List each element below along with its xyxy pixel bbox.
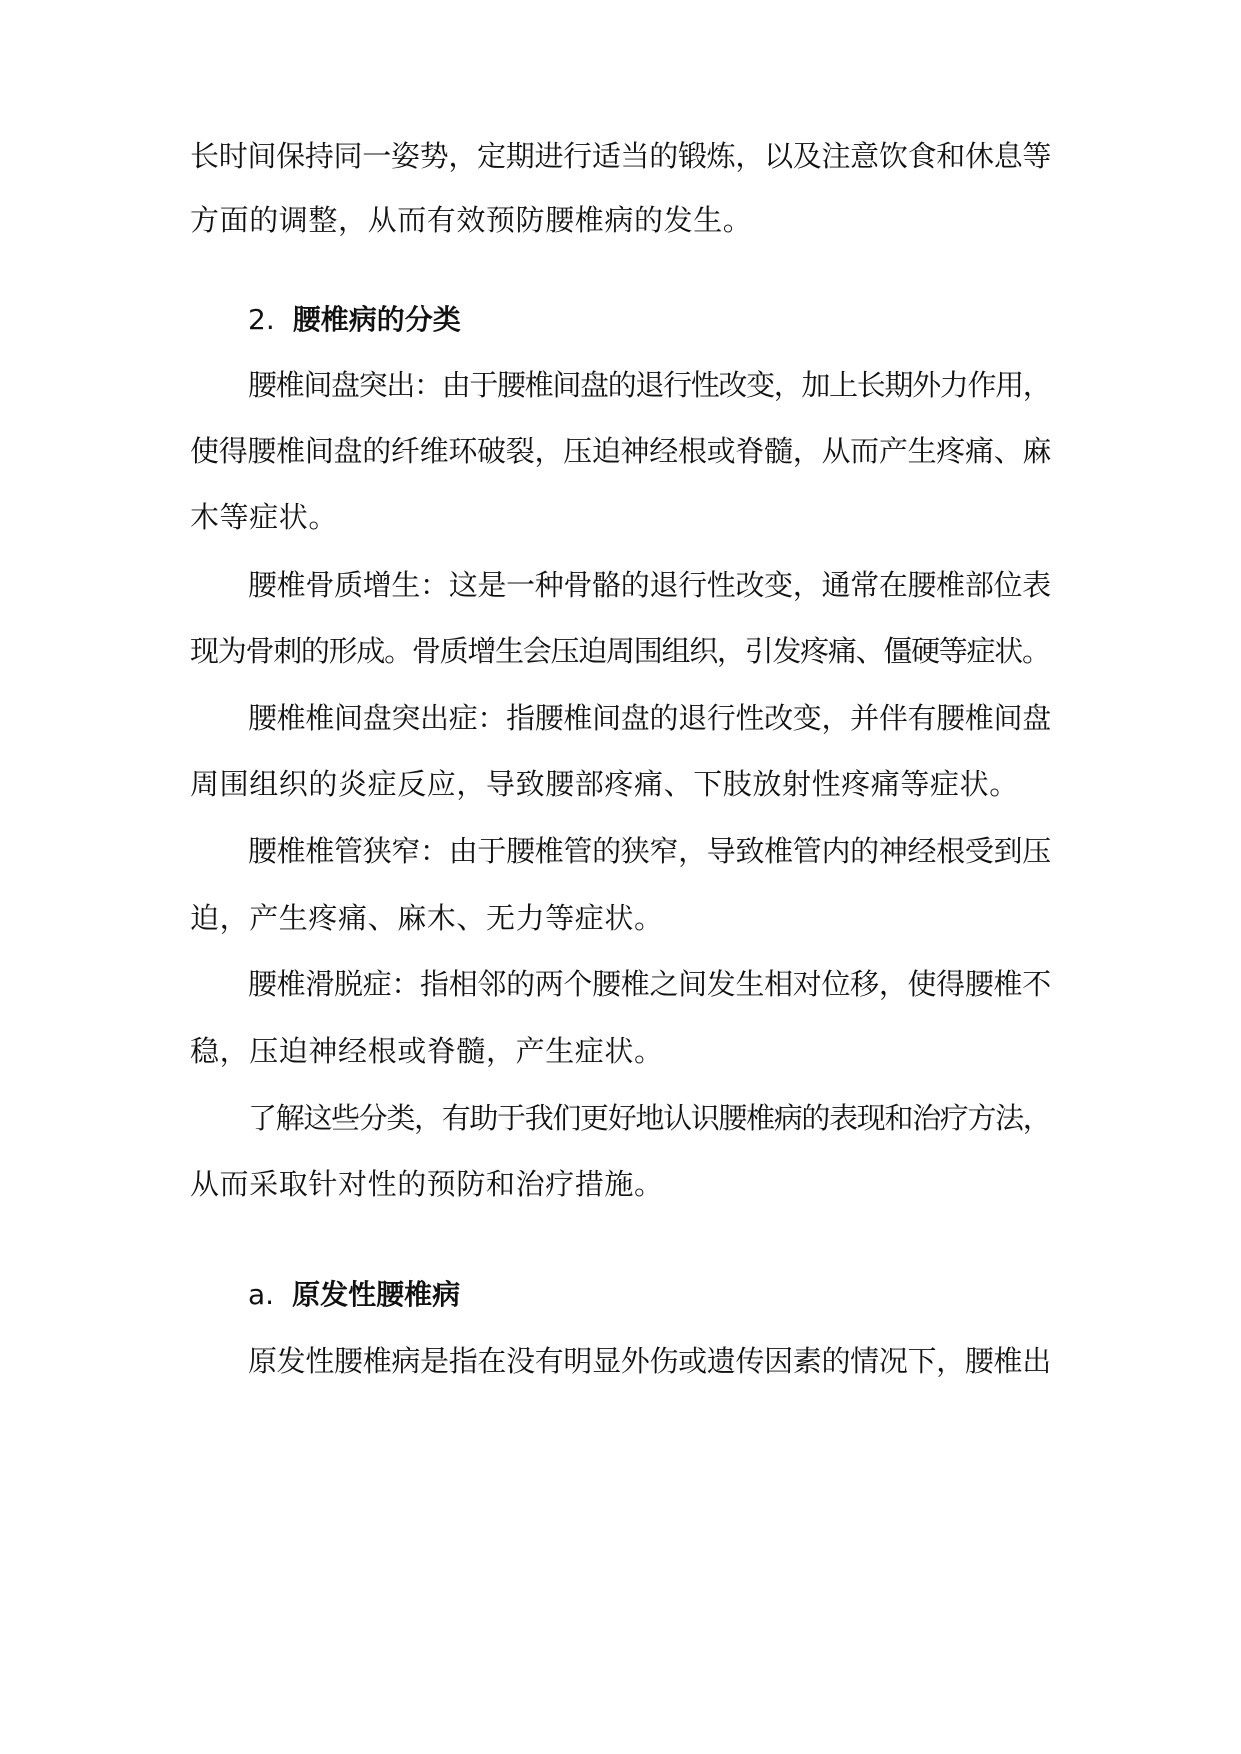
paragraph-line: 稳，压迫神经根或脊髓，产生症状。 xyxy=(190,1034,664,1068)
paragraph-line: 原发性腰椎病是指在没有明显外伤或遗传因素的情况下，腰椎出 xyxy=(248,1344,1051,1378)
paragraph-line: 腰椎间盘突出：由于腰椎间盘的退行性改变，加上长期外力作用， xyxy=(248,368,1051,402)
subsection-heading xyxy=(248,1275,460,1315)
paragraph-line: 现为骨刺的形成。骨质增生会压迫周围组织，引发疼痛、僵硬等症状。 xyxy=(190,634,1050,668)
paragraph-line: 使得腰椎间盘的纤维环破裂，压迫神经根或脊髓，从而产生疼痛、麻 xyxy=(190,434,1052,468)
section-number: 2. xyxy=(248,303,275,336)
paragraph-line: 从而采取针对性的预防和治疗措施。 xyxy=(190,1167,664,1201)
section-title: 腰椎病的分类 xyxy=(292,303,461,336)
paragraph-line: 长时间保持同一姿势，定期进行适当的锻炼，以及注意饮食和休息等 xyxy=(190,139,1052,173)
subsection-number: a. xyxy=(248,1278,275,1311)
paragraph-line: 腰椎椎管狭窄：由于腰椎管的狭窄，导致椎管内的神经根受到压 xyxy=(248,834,1051,868)
subsection-title: 原发性腰椎病 xyxy=(292,1278,461,1311)
paragraph-line: 腰椎骨质增生：这是一种骨骼的退行性改变，通常在腰椎部位表 xyxy=(248,568,1051,602)
paragraph-line: 迫，产生疼痛、麻木、无力等症状。 xyxy=(190,901,664,935)
section-heading xyxy=(248,300,461,340)
paragraph-line: 了解这些分类，有助于我们更好地认识腰椎病的表现和治疗方法， xyxy=(248,1101,1051,1135)
paragraph-line: 方面的调整，从而有效预防腰椎病的发生。 xyxy=(190,203,753,237)
paragraph-line: 木等症状。 xyxy=(190,500,339,534)
paragraph-line: 周围组织的炎症反应，导致腰部疼痛、下肢放射性疼痛等症状。 xyxy=(190,767,1019,801)
paragraph-line: 腰椎椎间盘突出症：指腰椎间盘的退行性改变，并伴有腰椎间盘 xyxy=(248,701,1051,735)
paragraph-line: 腰椎滑脱症：指相邻的两个腰椎之间发生相对位移，使得腰椎不 xyxy=(248,967,1051,1001)
